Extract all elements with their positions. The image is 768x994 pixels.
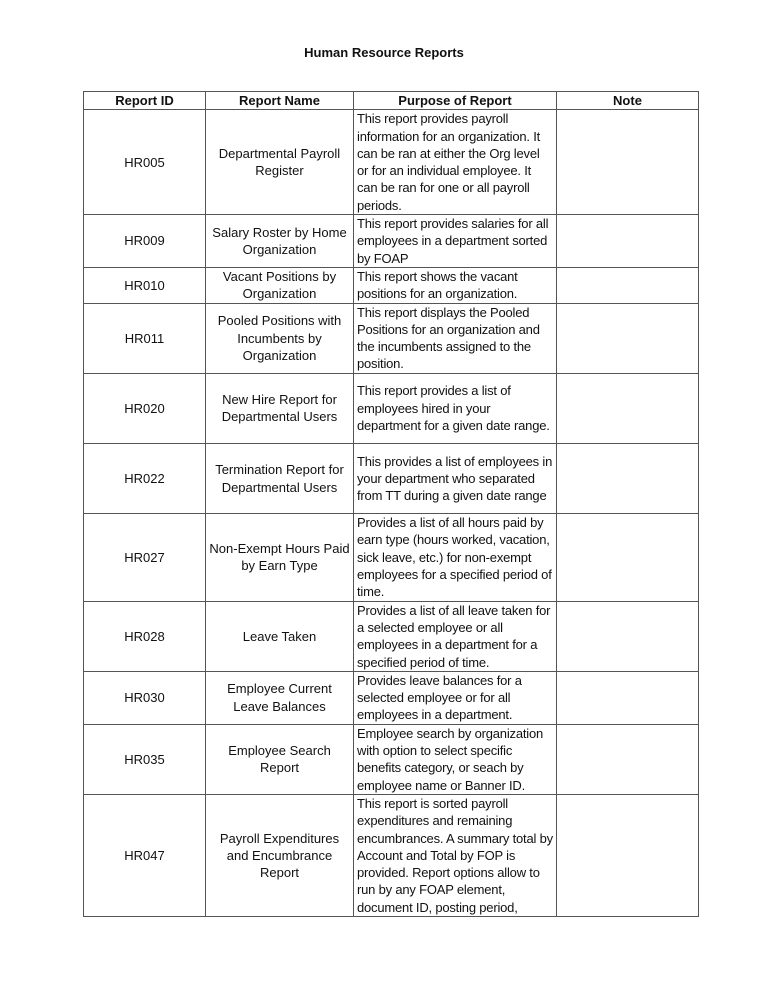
note-cell <box>557 514 699 602</box>
column-header-report-id: Report ID <box>84 92 206 110</box>
document-title: Human Resource Reports <box>304 45 464 60</box>
report-id-cell: HR020 <box>84 373 206 443</box>
reports-table <box>83 91 699 917</box>
note-cell <box>557 794 699 916</box>
report-id-cell: HR027 <box>84 514 206 602</box>
report-name-cell: Termination Report for Departmental Users <box>206 443 354 513</box>
table-row <box>84 514 699 602</box>
report-name-cell: Employee Current Leave Balances <box>206 671 354 724</box>
table-row <box>84 601 699 671</box>
table-row <box>84 671 699 724</box>
table-row <box>84 373 699 443</box>
purpose-cell: This report provides a list of employees hired in your department for a given date range. <box>354 373 557 443</box>
report-name-cell: New Hire Report for Departmental Users <box>206 373 354 443</box>
report-name-cell: Non-Exempt Hours Paid by Earn Type <box>206 514 354 602</box>
report-name-cell: Departmental Payroll Register <box>206 110 354 215</box>
report-id-cell: HR022 <box>84 443 206 513</box>
table-row <box>84 794 699 916</box>
report-id-cell: HR010 <box>84 267 206 303</box>
note-cell <box>557 601 699 671</box>
report-name-cell: Pooled Positions with Incumbents by Organization <box>206 303 354 373</box>
purpose-cell: This report provides salaries for all employees in a department sorted by FOAP <box>354 215 557 268</box>
table-row <box>84 110 699 215</box>
note-cell <box>557 373 699 443</box>
column-header-report-name: Report Name <box>206 92 354 110</box>
report-id-cell: HR028 <box>84 601 206 671</box>
note-cell <box>557 267 699 303</box>
purpose-cell: This report provides payroll information for an organization. It can be ran at either the Org level or for an individual employee. It can be ran for one or all payroll periods. <box>354 110 557 215</box>
note-cell <box>557 303 699 373</box>
note-cell <box>557 215 699 268</box>
report-name-cell: Employee Search Report <box>206 724 354 794</box>
report-name-cell: Salary Roster by Home Organization <box>206 215 354 268</box>
table-row <box>84 303 699 373</box>
note-cell <box>557 110 699 215</box>
purpose-cell: This report displays the Pooled Positions for an organization and the incumbents assigned to the position. <box>354 303 557 373</box>
report-name-cell: Leave Taken <box>206 601 354 671</box>
report-id-cell: HR035 <box>84 724 206 794</box>
purpose-cell: Provides leave balances for a selected employee or for all employees in a department. <box>354 671 557 724</box>
purpose-cell: This provides a list of employees in your department who separated from TT during a given date range <box>354 443 557 513</box>
table-row <box>84 443 699 513</box>
table-row <box>84 267 699 303</box>
report-id-cell: HR047 <box>84 794 206 916</box>
report-name-cell: Payroll Expenditures and Encumbrance Report <box>206 794 354 916</box>
note-cell <box>557 724 699 794</box>
purpose-cell: Provides a list of all hours paid by earn type (hours worked, vacation, sick leave, etc.) for non-exempt employees for a specified period of time. <box>354 514 557 602</box>
table-row <box>84 724 699 794</box>
note-cell <box>557 443 699 513</box>
report-name-cell: Vacant Positions by Organization <box>206 267 354 303</box>
report-id-cell: HR011 <box>84 303 206 373</box>
report-id-cell: HR005 <box>84 110 206 215</box>
table-row <box>84 215 699 268</box>
header-row <box>84 92 699 110</box>
report-id-cell: HR009 <box>84 215 206 268</box>
purpose-cell: This report is sorted payroll expenditures and remaining encumbrances. A summary total by Account and Total by FOP is provided. Report options allow to run by any FOAP element, document ID, posting period, <box>354 794 557 916</box>
column-header-purpose: Purpose of Report <box>354 92 557 110</box>
note-cell <box>557 671 699 724</box>
purpose-cell: Provides a list of all leave taken for a selected employee or all employees in a department for a specified period of time. <box>354 601 557 671</box>
column-header-note: Note <box>557 92 699 110</box>
purpose-cell: This report shows the vacant positions for an organization. <box>354 267 557 303</box>
purpose-cell: Employee search by organization with option to select specific benefits category, or seach by employee name or Banner ID. <box>354 724 557 794</box>
report-id-cell: HR030 <box>84 671 206 724</box>
